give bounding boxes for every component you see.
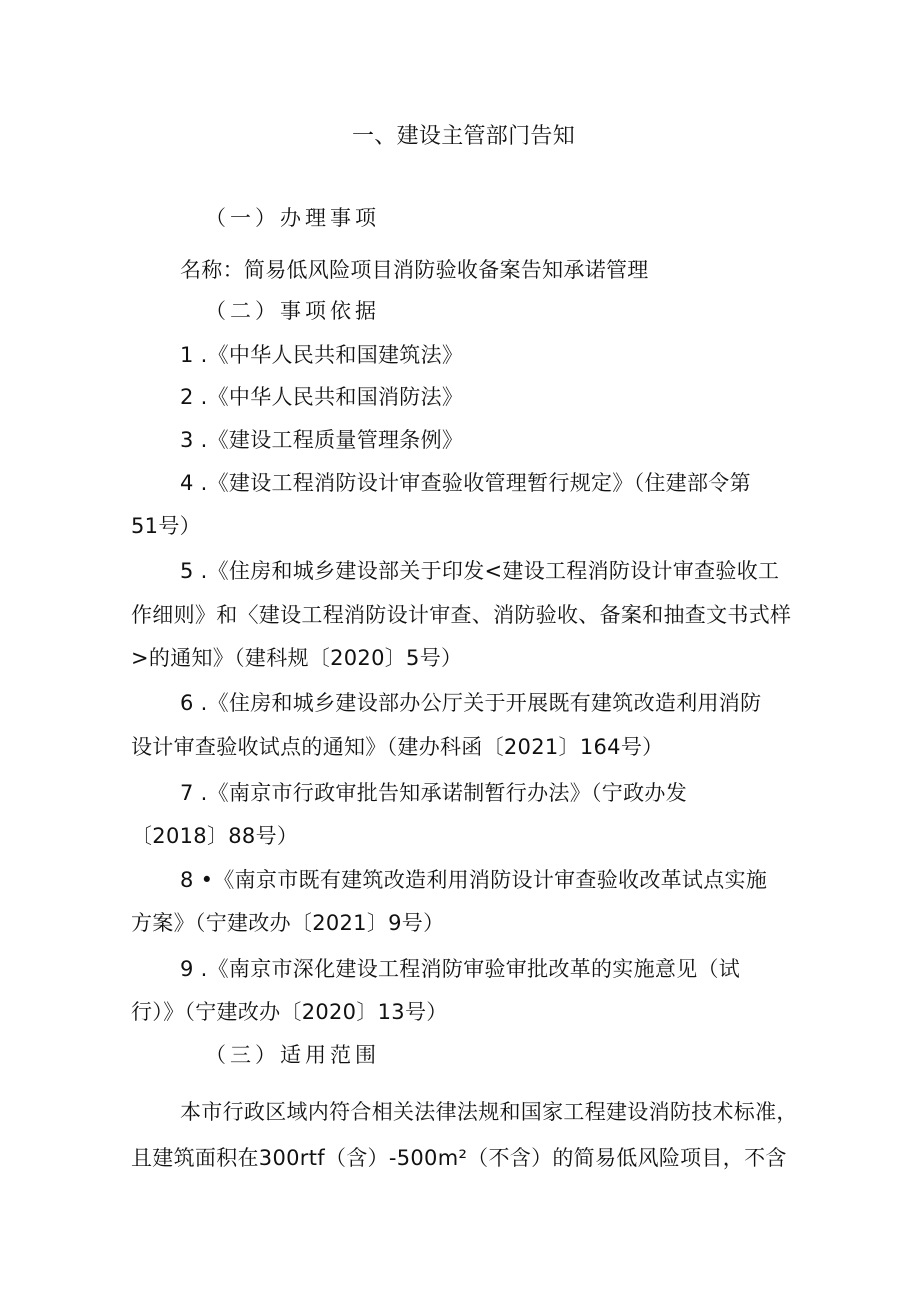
basis-item-1: 1 .《中华人民共和国建筑法》 — [180, 343, 464, 367]
basis-item-9: 9 .《南京市深化建设工程消防审验审批改革的实施意见（试 — [180, 957, 741, 981]
basis-item-8: 8 •《南京市既有建筑改造利用消防设计审查验收改革试点实施 — [180, 868, 768, 892]
scope-paragraph-line-2: 且建筑面积在300rtf（含）-500m²（不含）的简易低风险项目，不含 — [131, 1146, 787, 1170]
scope-paragraph-line-1: 本市行政区域内符合相关法律法规和国家工程建设消防技术标准， — [180, 1100, 798, 1124]
basis-item-4: 4 .《建设工程消防设计审查验收管理暂行规定》（住建部令第 — [180, 471, 751, 495]
section-heading-1: （一）办理事项 — [205, 206, 380, 230]
basis-item-9-cont: 行）》（宁建改办〔2020〕13号） — [131, 1000, 448, 1024]
page-title: 一、建设主管部门告知 — [352, 124, 576, 149]
basis-item-8-cont: 方案》（宁建改办〔2021〕9号） — [131, 911, 445, 935]
basis-item-4-cont: 51号） — [131, 514, 201, 538]
basis-item-6-cont: 设计审查验收试点的通知》（建办科函〔2021〕164号） — [131, 735, 664, 759]
item-name-line: 名称：简易低风险项目消防验收备案告知承诺管理 — [180, 258, 649, 282]
basis-item-5-cont-1: 作细则》和〈建设工程消防设计审查、消防验收、备案和抽查文书式样 — [131, 603, 792, 627]
section-heading-2: （二）事项依据 — [205, 299, 380, 323]
basis-item-3: 3 .《建设工程质量管理条例》 — [180, 428, 464, 452]
basis-item-2: 2 .《中华人民共和国消防法》 — [180, 385, 464, 409]
basis-item-7-cont: 〔2018〕88号） — [131, 824, 299, 848]
basis-item-5: 5 .《住房和城乡建设部关于印发<建设工程消防设计审查验收工 — [180, 559, 780, 583]
section-heading-3: （三）适用范围 — [205, 1043, 380, 1067]
basis-item-6: 6 .《住房和城乡建设部办公厅关于开展既有建筑改造利用消防 — [180, 691, 762, 715]
basis-item-5-cont-2: >的通知》（建科规〔2020〕5号） — [131, 646, 463, 670]
basis-item-7: 7 .《南京市行政审批告知承诺制暂行办法》（宁政办发 — [180, 781, 688, 805]
